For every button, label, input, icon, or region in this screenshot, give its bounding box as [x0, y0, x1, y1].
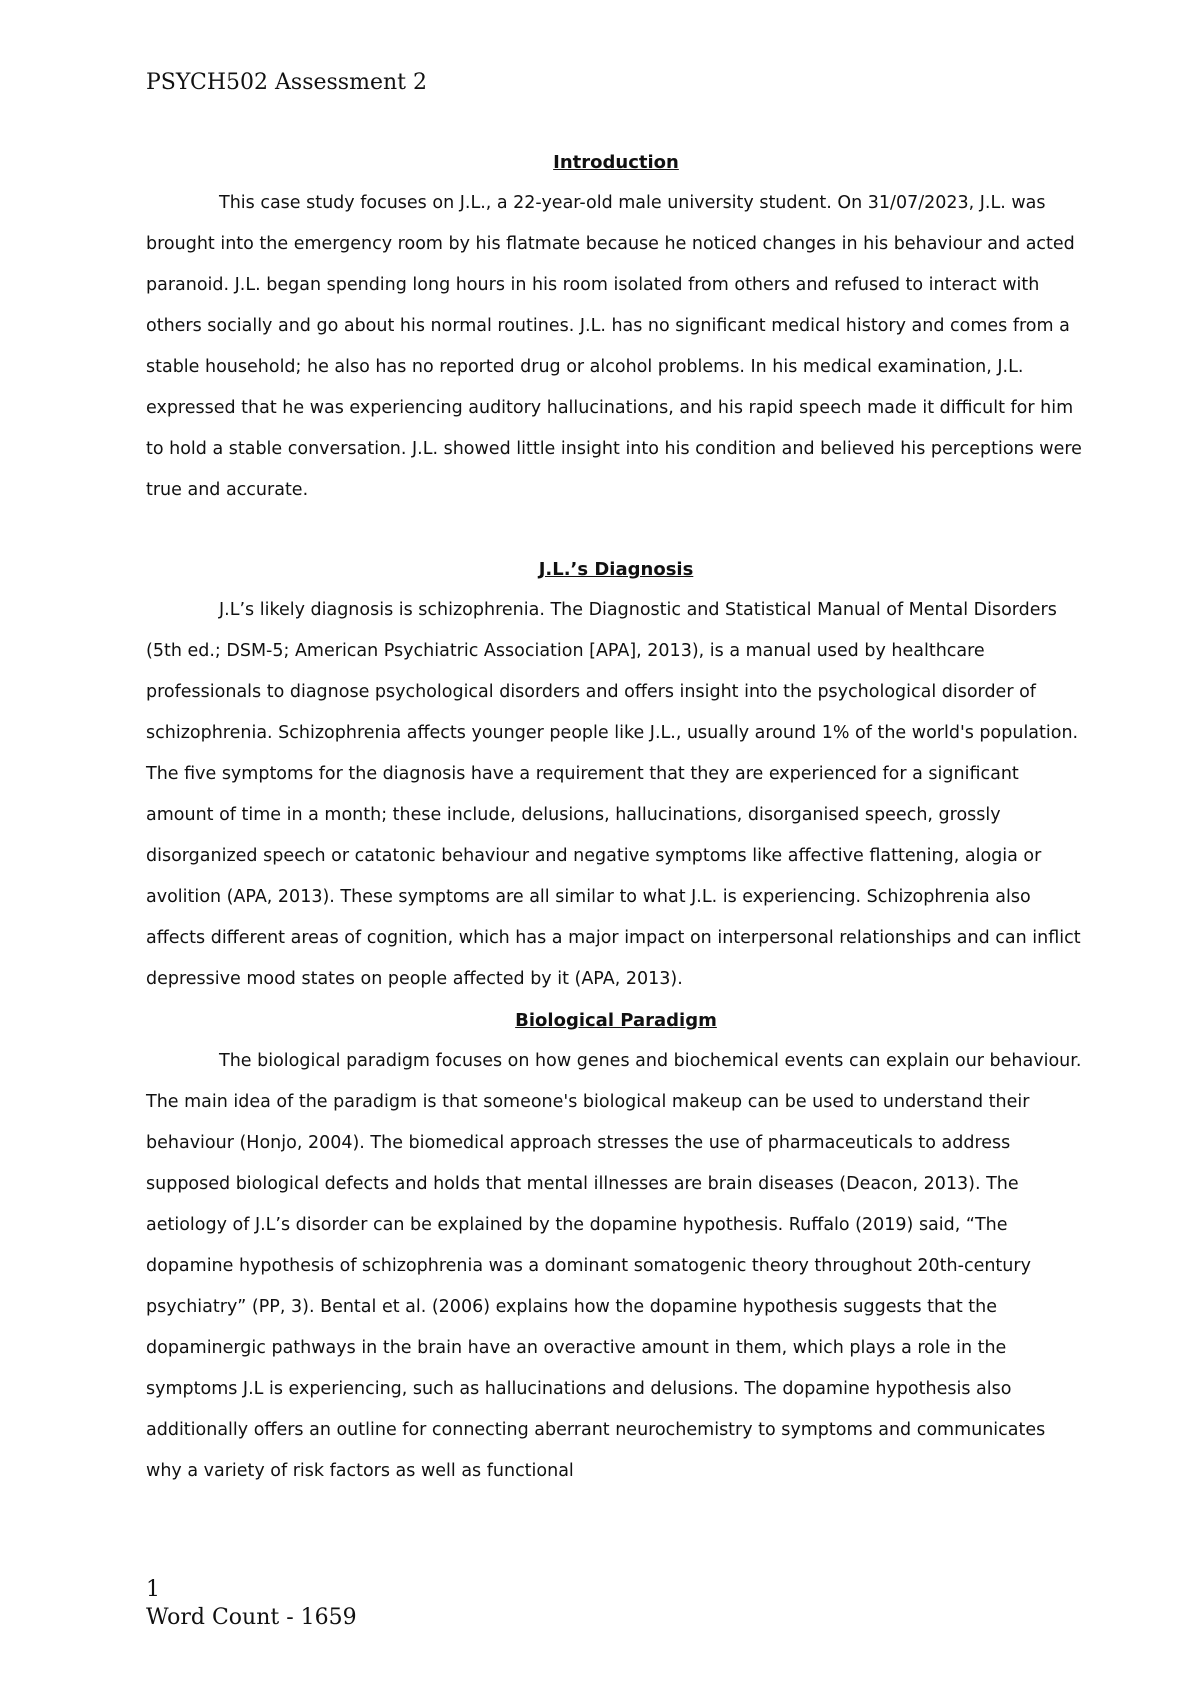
- page-number: 1: [146, 1577, 160, 1602]
- section-heading-diagnosis: J.L.’s Diagnosis: [538, 559, 694, 580]
- page-footer: [146, 1576, 357, 1632]
- running-header: PSYCH502 Assessment 2: [146, 70, 427, 95]
- word-count: Word Count - 1659: [146, 1605, 357, 1630]
- document-body: [146, 142, 1086, 1492]
- paragraph-diagnosis: J.L’s likely diagnosis is schizophrenia. The Diagnostic and Statistical Manual of Mental Disorders (5th ed.; DSM-5; American Psychiatric Association [APA], 2013), is a manual used by healthcare professionals to diagnose psychological disorders and offers insight into the psychological disorder of schizophrenia. Schizophrenia affects younger people like J.L., usually around 1% of the world's population. The five symptoms for the diagnosis have a requirement that they are experienced for a significant amount of time in a month; these include, delusions, hallucinations, disorganised speech, grossly disorganized speech or catatonic behaviour and negative symptoms like affective flattening, alogia or avolition (APA, 2013). These symptoms are all similar to what J.L. is experiencing. Schizophrenia also affects different areas of cognition, which has a major impact on interpersonal relationships and can inflict depressive mood states on people affected by it (APA, 2013).: [146, 600, 1081, 989]
- paragraph-introduction: This case study focuses on J.L., a 22-year-old male university student. On 31/07/2023, J.L. was brought into the emergency room by his flatmate because he noticed changes in his behaviour and acted paranoid. J.L. began spending long hours in his room isolated from others and refused to interact with others socially and go about his normal routines. J.L. has no significant medical history and comes from a stable household; he also has no reported drug or alcohol problems. In his medical examination, J.L. expressed that he was experiencing auditory hallucinations, and his rapid speech made it difficult for him to hold a stable conversation. J.L. showed little insight into his condition and believed his perceptions were true and accurate.: [146, 193, 1082, 500]
- paragraph-biological: The biological paradigm focuses on how genes and biochemical events can explain our behaviour. The main idea of the paradigm is that someone's biological makeup can be used to understand their behaviour (Honjo, 2004). The biomedical approach stresses the use of pharmaceuticals to address supposed biological defects and holds that mental illnesses are brain diseases (Deacon, 2013). The aetiology of J.L’s disorder can be explained by the dopamine hypothesis. Ruffalo (2019) said, “The dopamine hypothesis of schizophrenia was a dominant somatogenic theory throughout 20th-century psychiatry” (PP, 3). Bental et al. (2006) explains how the dopamine hypothesis suggests that the dopaminergic pathways in the brain have an overactive amount in them, which plays a role in the symptoms J.L is experiencing, such as hallucinations and delusions. The dopamine hypothesis also additionally offers an outline for connecting aberrant neurochemistry to symptoms and communicates why a variety of risk factors as well as functional: [146, 1051, 1082, 1481]
- section-heading-introduction: Introduction: [553, 152, 679, 173]
- section-heading-biological: Biological Paradigm: [515, 1010, 717, 1031]
